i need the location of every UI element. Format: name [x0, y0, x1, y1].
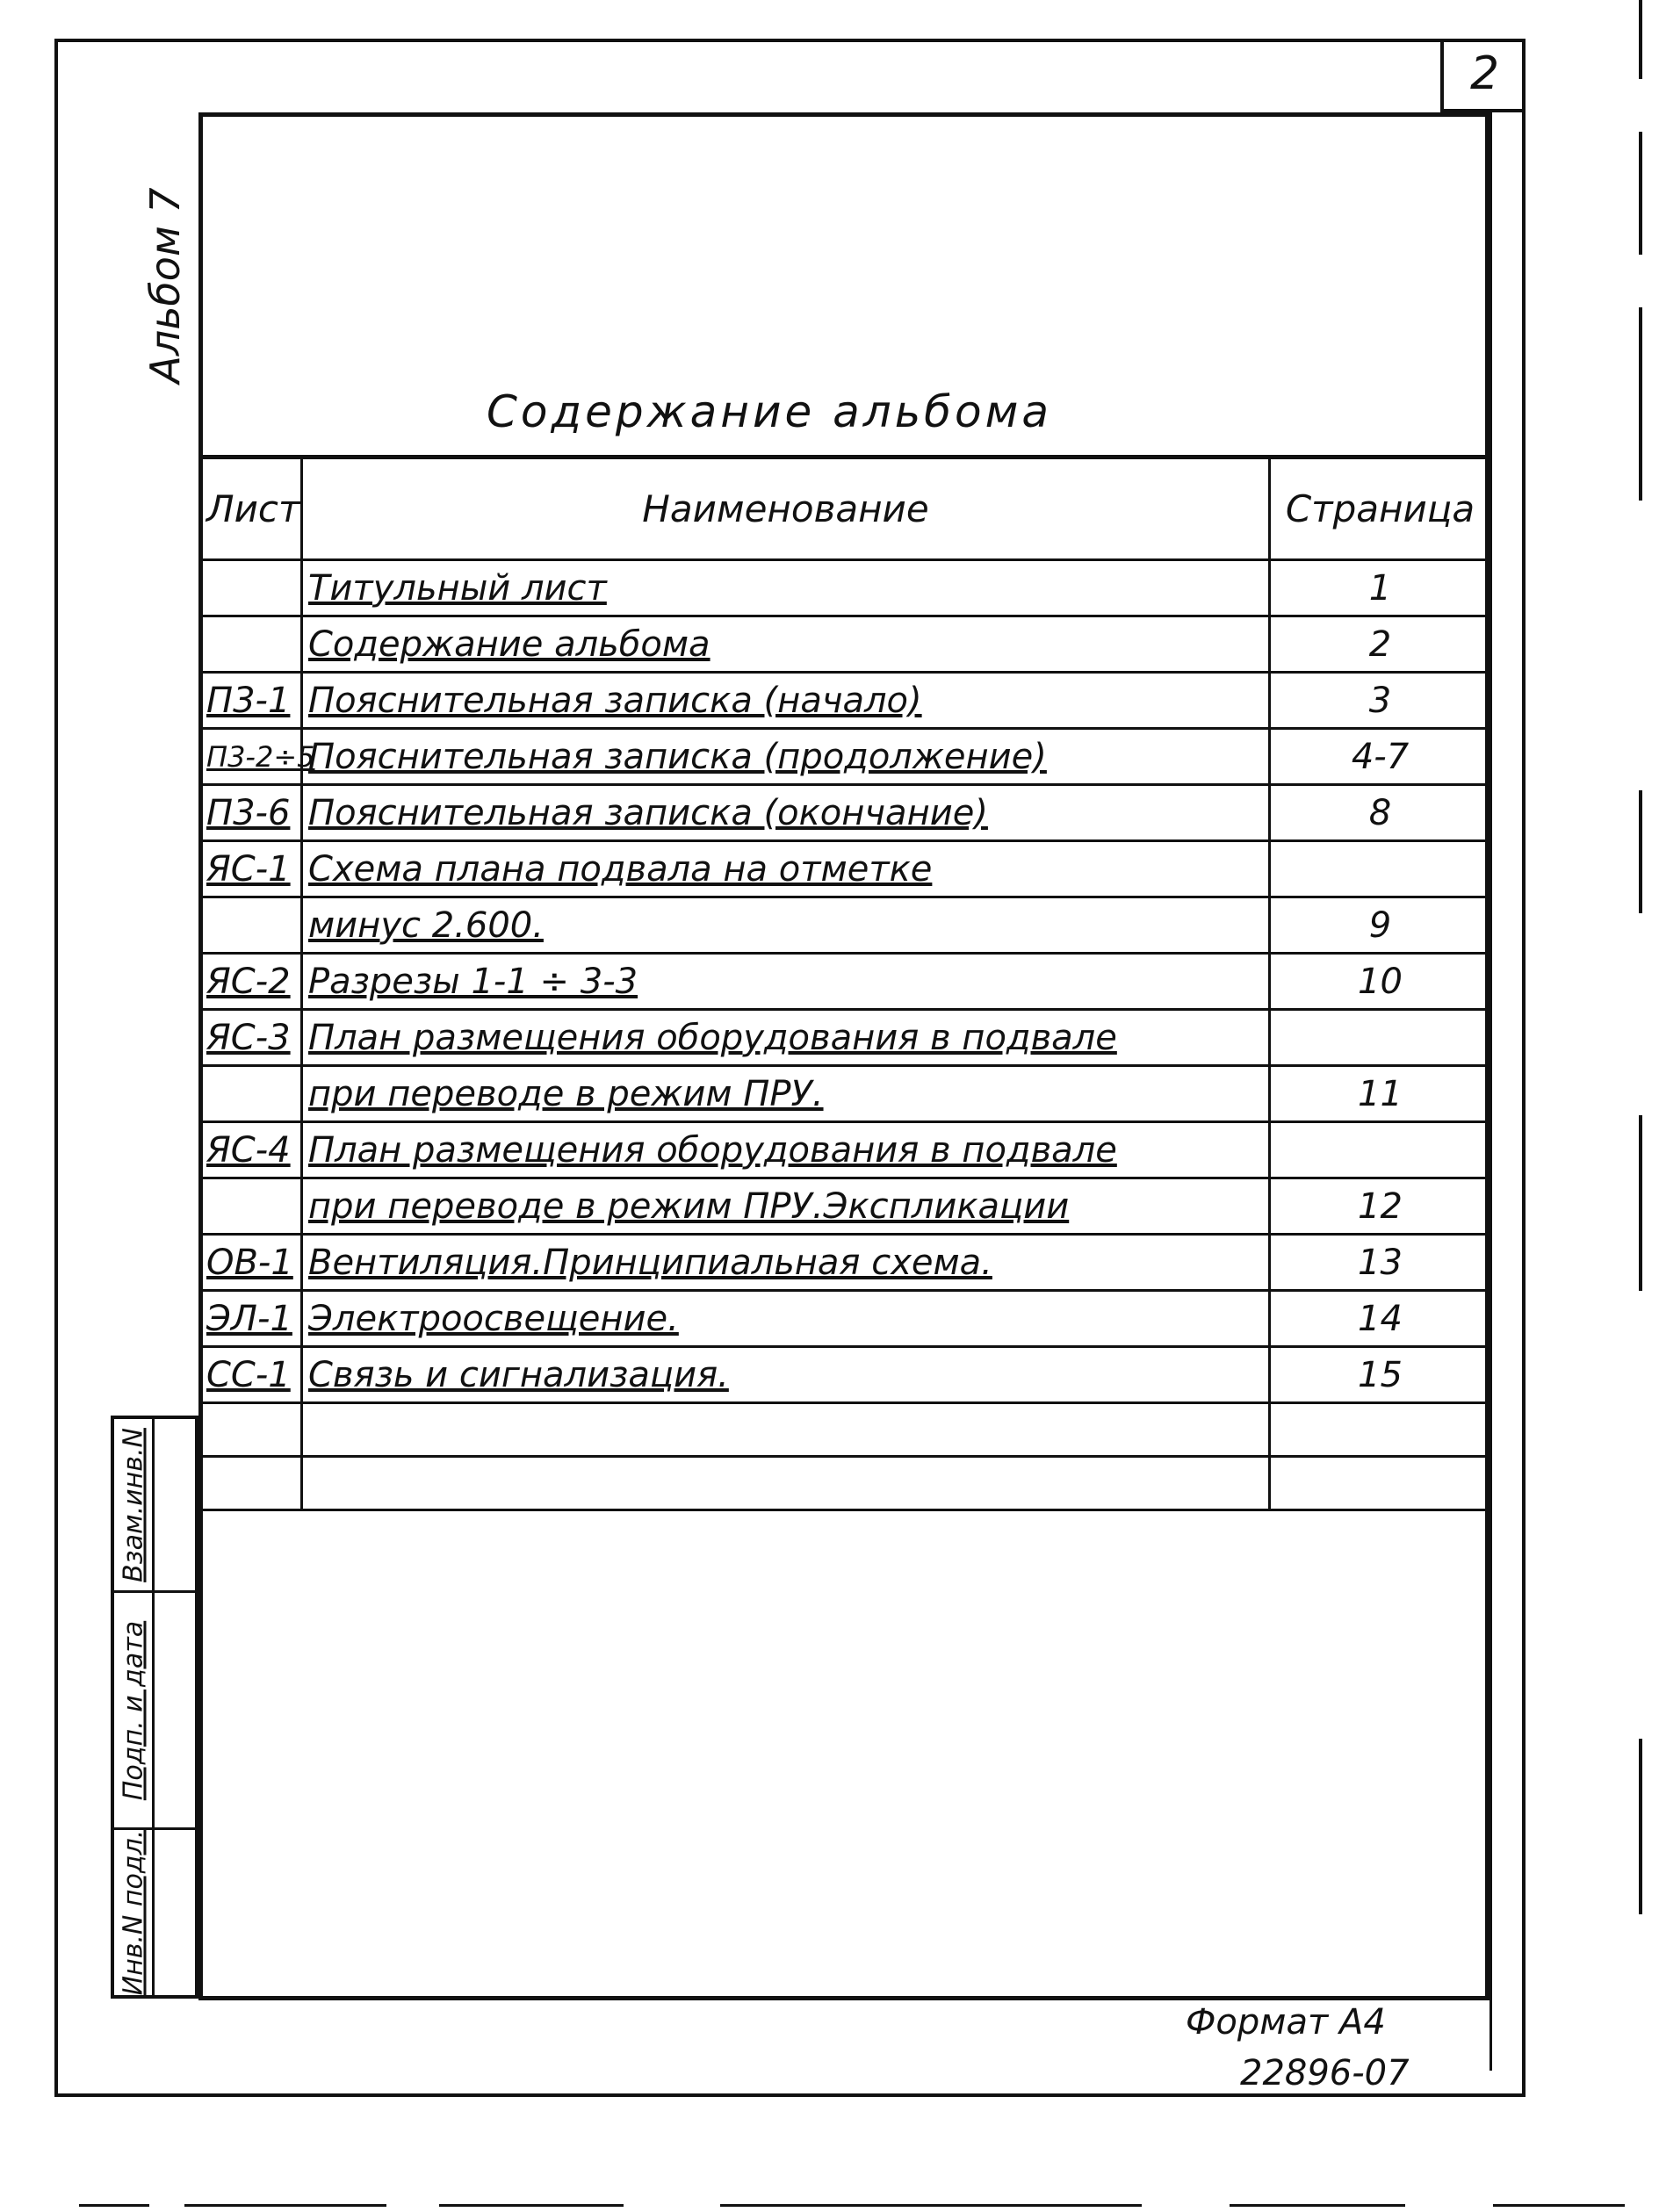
row-sheet: ЯС-4 — [200, 1122, 302, 1178]
row-page — [1270, 1122, 1491, 1178]
row-name: План размещения оборудования в подвале — [302, 1122, 1270, 1178]
row-page: 1 — [1270, 560, 1491, 616]
sheet-number: 2 — [1440, 39, 1526, 112]
stamp-cell-replace — [114, 1419, 195, 1593]
row-page: 3 — [1270, 673, 1491, 729]
row-page: 12 — [1270, 1178, 1491, 1235]
row-sheet: ЯС-2 — [200, 954, 302, 1010]
table-row — [200, 897, 1491, 954]
stamp-sign-date: Подп. и дата — [118, 1620, 148, 1800]
stamp-label-cell — [114, 1593, 155, 1827]
scan-edge-mark — [1230, 2204, 1405, 2207]
header-page: Страница — [1270, 458, 1491, 560]
row-page: 14 — [1270, 1291, 1491, 1347]
table-row — [200, 1010, 1491, 1066]
table-row — [200, 616, 1491, 673]
row-page: 10 — [1270, 954, 1491, 1010]
stamp-cell-sign — [114, 1593, 195, 1830]
stamp-cell-inv — [114, 1830, 195, 1995]
row-name — [302, 1457, 1270, 1510]
table-row — [200, 1347, 1491, 1403]
scan-edge-mark — [1639, 1115, 1642, 1291]
right-margin-strip — [1489, 112, 1526, 2071]
row-page: 11 — [1270, 1066, 1491, 1122]
row-name: при переводе в режим ПРУ. — [302, 1066, 1270, 1122]
format-label: Формат А4 — [1186, 2002, 1386, 2043]
table-row — [200, 1178, 1491, 1235]
row-sheet: ЭЛ-1 — [200, 1291, 302, 1347]
scan-edge-mark — [1639, 132, 1642, 255]
scan-edge-mark — [184, 2204, 386, 2207]
contents-table — [198, 457, 1492, 1511]
row-sheet: ОВ-1 — [200, 1235, 302, 1291]
row-name: Содержание альбома — [302, 616, 1270, 673]
row-page: 13 — [1270, 1235, 1491, 1291]
row-sheet — [200, 1178, 302, 1235]
row-page: 9 — [1270, 897, 1491, 954]
table-row — [200, 1457, 1491, 1510]
row-sheet: СС-1 — [200, 1347, 302, 1403]
row-name: Связь и сигнализация. — [302, 1347, 1270, 1403]
stamp-label-cell — [114, 1419, 155, 1590]
table-row — [200, 1066, 1491, 1122]
table-row — [200, 1122, 1491, 1178]
table-row — [200, 841, 1491, 897]
scan-edge-mark — [720, 2204, 1142, 2207]
row-sheet: П3-2÷5 — [200, 729, 302, 785]
row-page: 4-7 — [1270, 729, 1491, 785]
scan-edge-mark — [1639, 307, 1642, 501]
row-name: Схема плана подвала на отметке — [302, 841, 1270, 897]
scan-edge-mark — [1493, 2204, 1625, 2207]
document-number: 22896-07 — [1240, 2053, 1410, 2093]
table-header-row — [200, 458, 1491, 560]
page-title: Содержание альбома — [487, 386, 1052, 437]
row-name: минус 2.600. — [302, 897, 1270, 954]
row-page — [1270, 1403, 1491, 1457]
row-name: Пояснительная записка (окончание) — [302, 785, 1270, 841]
row-name: Электроосвещение. — [302, 1291, 1270, 1347]
table-row — [200, 673, 1491, 729]
album-label — [130, 176, 200, 395]
row-sheet — [200, 560, 302, 616]
row-sheet: П3-6 — [200, 785, 302, 841]
table-row — [200, 1235, 1491, 1291]
row-page — [1270, 1010, 1491, 1066]
row-name — [302, 1403, 1270, 1457]
row-name: при переводе в режим ПРУ.Экспликации — [302, 1178, 1270, 1235]
row-sheet: ЯС-3 — [200, 1010, 302, 1066]
row-name: Вентиляция.Принципиальная схема. — [302, 1235, 1270, 1291]
scan-edge-mark — [1639, 1739, 1642, 1914]
row-sheet — [200, 1403, 302, 1457]
header-sheet: Лист — [200, 458, 302, 560]
stamp-inv-orig: Инв.N подл. — [118, 1829, 148, 1996]
row-page — [1270, 841, 1491, 897]
stamp-label-cell — [114, 1830, 155, 1995]
row-page: 15 — [1270, 1347, 1491, 1403]
row-name: Титульный лист — [302, 560, 1270, 616]
scan-edge-mark — [1639, 790, 1642, 913]
row-sheet: П3-1 — [200, 673, 302, 729]
table-row — [200, 729, 1491, 785]
table-row — [200, 1291, 1491, 1347]
table-row — [200, 954, 1491, 1010]
row-sheet — [200, 897, 302, 954]
album-label-text: Альбом 7 — [141, 187, 189, 384]
stamp-strip — [111, 1416, 198, 1999]
table-row — [200, 560, 1491, 616]
row-page: 8 — [1270, 785, 1491, 841]
row-name: Пояснительная записка (продолжение) — [302, 729, 1270, 785]
scan-edge-mark — [439, 2204, 624, 2207]
row-name: Пояснительная записка (начало) — [302, 673, 1270, 729]
table-row — [200, 1403, 1491, 1457]
scan-edge-mark — [79, 2204, 149, 2207]
row-sheet — [200, 616, 302, 673]
row-sheet — [200, 1066, 302, 1122]
row-page — [1270, 1457, 1491, 1510]
row-name: Разрезы 1-1 ÷ 3-3 — [302, 954, 1270, 1010]
row-page: 2 — [1270, 616, 1491, 673]
row-sheet — [200, 1457, 302, 1510]
row-sheet: ЯС-1 — [200, 841, 302, 897]
stamp-replace-inv: Взам.инв.N — [118, 1427, 148, 1582]
table-row — [200, 785, 1491, 841]
row-name: План размещения оборудования в подвале — [302, 1010, 1270, 1066]
scan-edge-mark — [1639, 0, 1642, 79]
header-name: Наименование — [302, 458, 1270, 560]
